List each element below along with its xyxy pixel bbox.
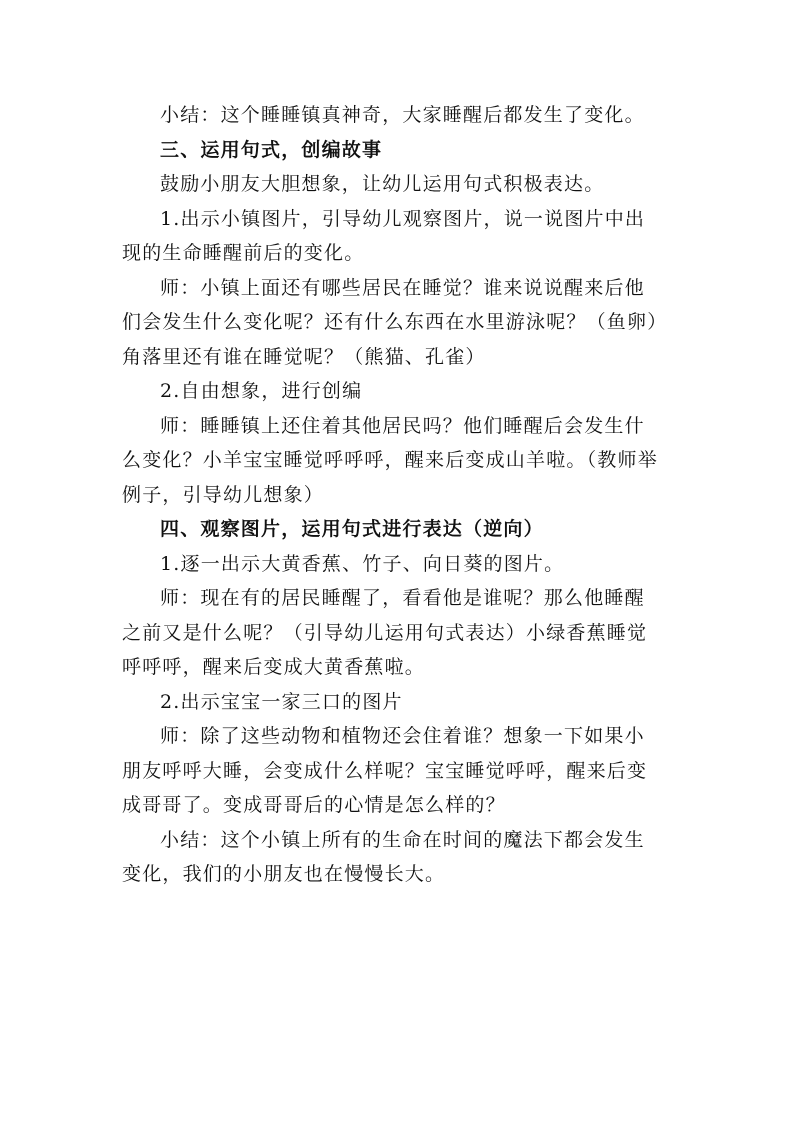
section-heading-4: 四、观察图片，运用句式进行表达（逆向）: [160, 518, 544, 540]
teacher-dialogue-paragraph: 师：除了这些动物和植物还会住着谁？想象一下如果小朋友呼呼大睡，会变成什么样呢？宝宝睡觉呼呼，醒来后变成哥哥了。变成哥哥后的心情是怎么样的？: [122, 725, 648, 816]
step-paragraph: 1.出示小镇图片，引导幼儿观察图片，说一说图片中出现的生命睡醒前后的变化。: [122, 207, 646, 264]
summary-paragraph-2: 小结：这个小镇上所有的生命在时间的魔法下都会发生变化，我们的小朋友也在慢慢长大。: [122, 828, 645, 885]
document-body: [122, 98, 662, 892]
body-paragraph: 鼓励小朋友大胆想象，让幼儿运用句式积极表达。: [160, 173, 605, 195]
teacher-dialogue-paragraph: 师：小镇上面还有哪些居民在睡觉？谁来说说醒来后他们会发生什么变化呢？还有什么东西在水里游泳呢？（鱼卵）角落里还有谁在睡觉呢？（熊猫、孔雀）: [122, 276, 658, 368]
step-paragraph: 1.逐一出示大黄香蕉、竹子、向日葵的图片。: [160, 552, 565, 575]
summary-paragraph-1: 小结：这个睡睡镇真神奇，大家睡醒后都发生了变化。: [160, 104, 645, 126]
teacher-dialogue-paragraph: 师：现在有的居民睡醒了，看看他是谁呢？那么他睡醒之前又是什么呢？（引导幼儿运用句式表达）小绿香蕉睡觉呼呼呼，醒来后变成大黄香蕉啦。: [122, 587, 648, 678]
section-heading-3: 三、运用句式，创编故事: [160, 138, 383, 161]
step-paragraph: 2.自由想象，进行创编: [160, 380, 363, 402]
teacher-dialogue-paragraph: 师：睡睡镇上还住着其他居民吗？他们睡醒后会发生什么变化？小羊宝宝睡觉呼呼呼，醒来后变成山羊啦。（教师举例子，引导幼儿想象）: [122, 414, 658, 506]
step-paragraph: 2.出示宝宝一家三口的图片: [160, 690, 403, 713]
